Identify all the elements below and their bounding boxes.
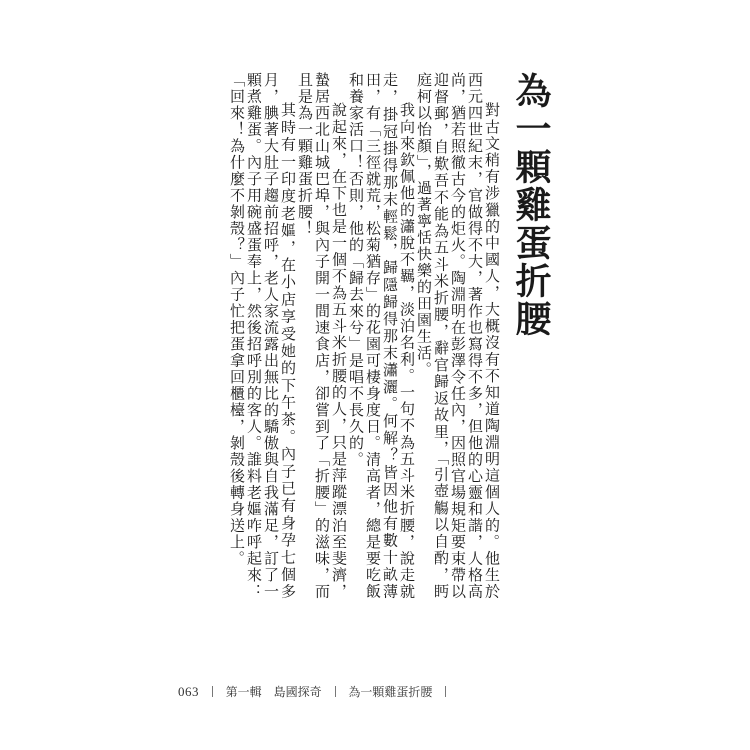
paragraph: 對古文稍有涉獵的中國人，大概沒有不知道陶淵明這個人的。他生於西元四世紀末，官做得不大，著作也寫得不多，但他的心靈和諧，人格高尚，猶若照徹古今的炬火。陶淵明在彭澤令任內，因照官場規矩要束帶以迎督郵，自歎吾不能為五斗米折腰，辭官歸返故里，「引壺觴以自酌，眄庭柯以怡顏」，過著寧恬快樂的田園生活。 — [415, 72, 501, 600]
section-label: 第一輯 島國探奇 — [225, 684, 322, 699]
page-number: 063 — [178, 683, 199, 699]
body-text — [228, 72, 500, 600]
footer-separator — [445, 686, 446, 697]
paragraph: 說起來，在下也是一個不為五斗米折腰的人，只是萍蹤漂泊至斐濟，蟄居西北山城巴埠，與內子開一間速食店，卻嘗到了「折腰」的滋味，而且是為一顆雞蛋折腰！ — [296, 72, 348, 600]
chapter-title: 為一顆雞蛋折腰 — [510, 72, 551, 338]
running-title: 為一顆雞蛋折腰 — [348, 684, 433, 699]
page-footer — [178, 684, 750, 699]
paragraph: 其時有一印度老嫗，在小店享受她的下午茶。內子已有身孕七個多月，腆著大肚子趨前招呼，老人家流露出無比的驕傲與自我滿足，訂了一顆煮雞蛋。內子用碗盛蛋奉上，然後招呼別的客人。誰料老嫗咋呼起來：「回來！為什麼不剝殼？」內子忙把蛋拿回櫃檯，剝殼後轉身送上。 — [228, 72, 297, 600]
footer-separator — [212, 686, 213, 697]
footer-separator — [335, 686, 336, 697]
paragraph: 我向來欽佩他的瀟脫不羈，淡泊名利。一句不為五斗米折腰，說走就走，掛冠掛得那末輕鬆，歸隱歸得那末瀟灑。何解？皆因他有數十畝薄田，有「三徑就荒，松菊猶存」的花園可棲身度日。清高者，總是要吃飯和養家活口！否則，他的「歸去來兮」是唱不長久的。 — [347, 72, 416, 600]
